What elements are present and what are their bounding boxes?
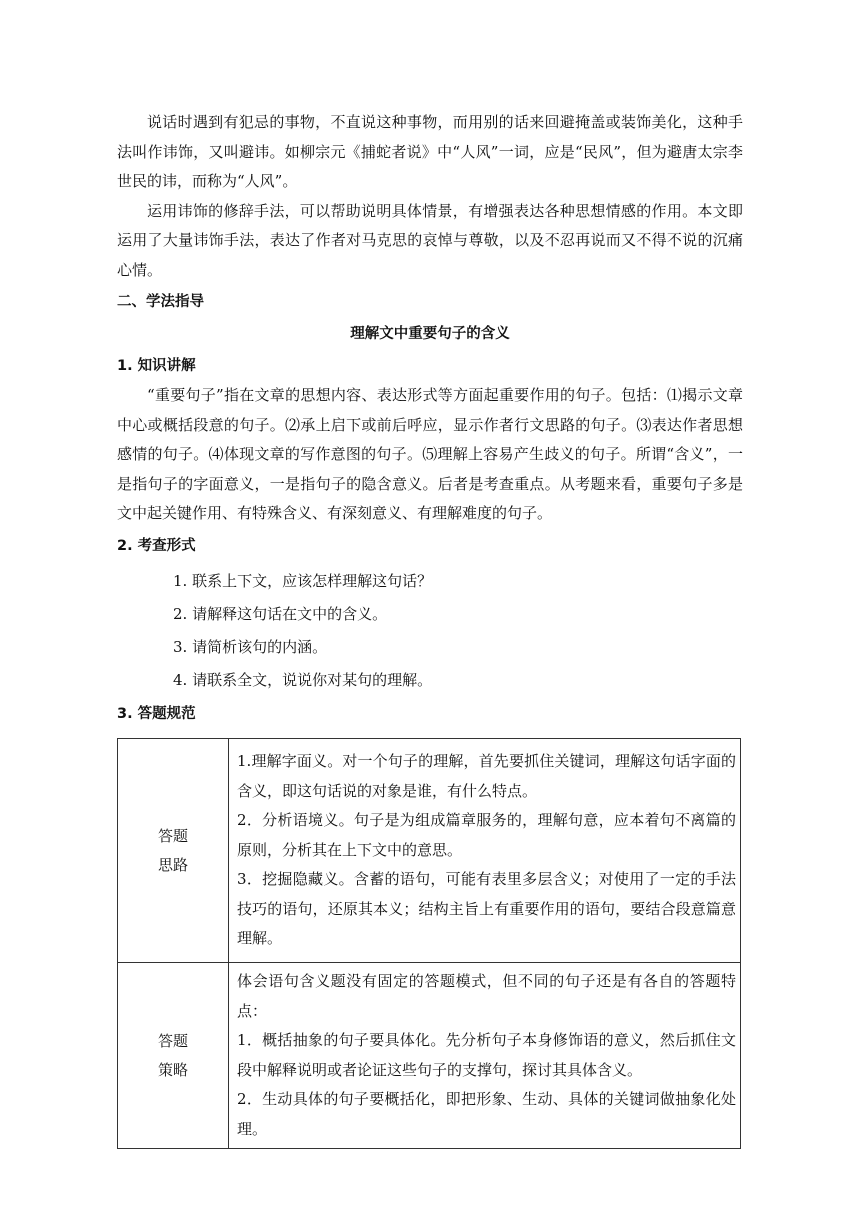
list-item: 2. 请解释这句话在文中的含义。	[173, 604, 388, 623]
row-label-line: 答题	[157, 1031, 188, 1050]
answer-norms-table	[117, 738, 741, 1149]
row-content-line: 2．分析语境义。句子是为组成篇章服务的，理解句意，应本着句不离篇的原则，分析其在上下文中的意思。	[237, 811, 736, 859]
row-content-strategy	[229, 963, 741, 1149]
knowledge-heading: 1. 知识讲解	[117, 358, 196, 374]
list-item: 1. 联系上下文，应该怎样理解这句话？	[173, 571, 433, 590]
row-content-line: 3．挖掘隐藏义。含蓄的语句，可能有表里多层含义；对使用了一定的手法技巧的语句，还原其本义；结构主旨上有重要作用的语句，要结合段意篇意理解。	[237, 870, 736, 948]
list-item: 4. 请联系全文，说说你对某句的理解。	[173, 670, 433, 689]
norms-heading: 3. 答题规范	[117, 705, 196, 722]
question-forms-list	[117, 565, 743, 697]
table-row	[118, 739, 741, 963]
row-content-line: 2．生动具体的句子要概括化，即把形象、生动、具体的关键词做抽象化处理。	[237, 1090, 736, 1138]
row-content-line: 体会语句含义题没有固定的答题模式，但不同的句子还是有各自的答题特点：	[237, 972, 736, 1020]
intro-paragraph-2: 运用讳饰的修辞手法，可以帮助说明具体情景，有增强表达各种思想情感的作用。本文即运用了大量讳饰手法，表达了作者对马克思的哀悼与尊敬，以及不忍再说而又不得不说的沉痛心情。	[117, 201, 743, 279]
row-label-line: 答题	[157, 826, 188, 845]
section-title: 理解文中重要句子的含义	[350, 326, 510, 342]
row-content-thinking	[229, 739, 741, 963]
row-label-strategy	[118, 963, 229, 1149]
knowledge-paragraph: “重要句子”指在文章的思想内容、表达形式等方面起重要作用的句子。包括：⑴揭示文章中心或概括段意的句子。⑵承上启下或前后呼应，显示作者行文思路的句子。⑶表达作者思想感情的句子。⑷体现文章的写作意图的句子。⑸理解上容易产生歧义的句子。所谓“含义”，一是指句子的字面意义，一是指句子的隐含意义。后者是考查重点。从考题来看，重要句子多是文中起关键作用、有特殊含义、有深刻意义、有理解难度的句子。	[117, 386, 743, 522]
row-label-line: 思路	[157, 855, 188, 874]
row-content-line: 1．概括抽象的句子要具体化。先分析句子本身修饰语的意义，然后抓住文段中解释说明或者论证这些句子的支撑句，探讨其具体含义。	[237, 1031, 736, 1079]
document-body	[117, 108, 743, 729]
table-row	[118, 963, 741, 1149]
list-item: 3. 请简析该句的内涵。	[173, 637, 328, 656]
section-heading-study-guide: 二、学法指导	[117, 294, 204, 310]
row-content-line: 1.理解字面义。对一个句子的理解，首先要抓住关键词，理解这句话字面的含义，即这句话说的对象是谁，有什么特点。	[237, 752, 736, 800]
intro-paragraph-1: 说话时遇到有犯忌的事物，不直说这种事物，而用别的话来回避掩盖或装饰美化，这种手法叫作讳饰，又叫避讳。如柳宗元《捕蛇者说》中“人风”一词，应是“民风”，但为避唐太宗李世民的讳，而称为“人风”。	[117, 113, 743, 190]
row-label-line: 策略	[157, 1060, 188, 1079]
forms-heading: 2. 考查形式	[117, 537, 196, 554]
row-label-thinking	[118, 739, 229, 963]
